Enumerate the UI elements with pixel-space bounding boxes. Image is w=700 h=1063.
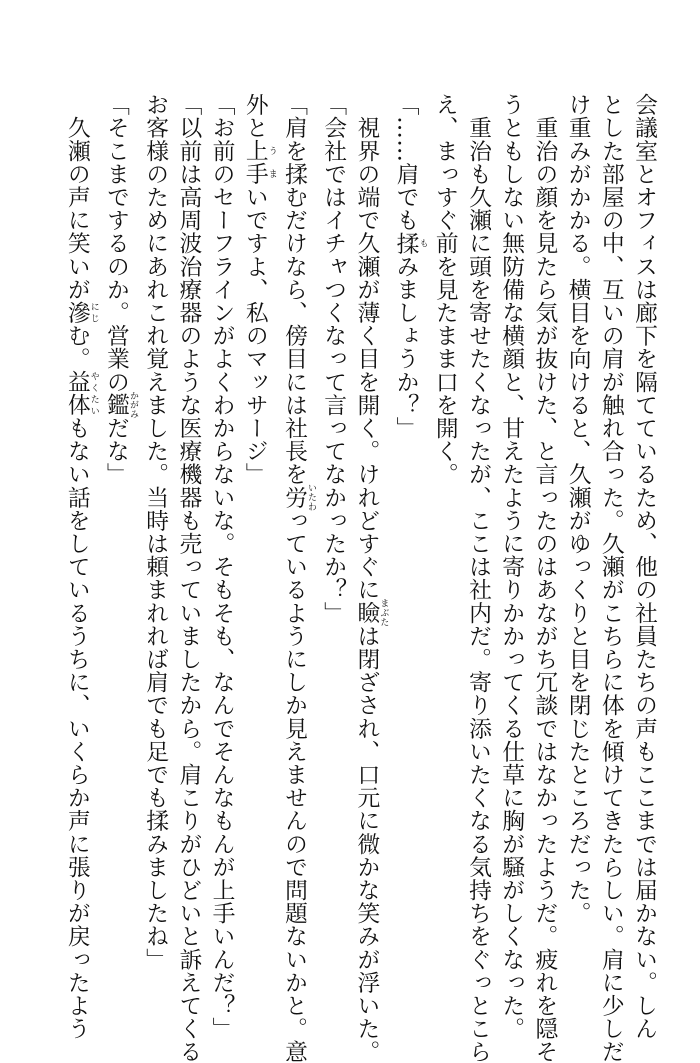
text-run: む。 (63, 324, 90, 371)
ruby-base: 揉 (392, 231, 419, 255)
text-line (349, 93, 389, 1063)
ruby-base: 上手 (241, 139, 268, 186)
ruby-annotated-word (63, 370, 99, 417)
text-line (560, 93, 593, 953)
text-run: うともしない無防備な横顔と、甘えたように寄りかかってくる仕草に胸が騒がしくなった。 (498, 93, 525, 1041)
text-line (238, 93, 277, 953)
text-run: 「会社ではイチャつくなって言ってなかったか？」 (320, 93, 347, 625)
furigana: にじ (88, 300, 99, 325)
ruby-annotated-word (353, 598, 389, 627)
ruby-base: 労 (280, 483, 307, 512)
text-line (594, 93, 627, 1063)
text-line (60, 93, 99, 1041)
text-run: 重治も久瀬に頭を寄せたくなったが、ここは社内だ。寄り添いたくなる気持ちをぐっとこら (464, 93, 491, 1063)
text-line (388, 93, 427, 953)
ruby-annotated-word (392, 231, 428, 255)
ruby-base: 滲 (63, 300, 90, 325)
text-run: は閉ざされ、口元に微かな笑みが浮いた。 (353, 624, 380, 1063)
text-run: みましょうか？」 (392, 254, 419, 440)
text-line (204, 93, 237, 1041)
text-run: お客様のためにあれこれ覚えました。当時は頼まれれば肩でも足でも揉みましたね」 (142, 93, 169, 971)
text-run: 会議室とオフィスは廊下を隔てているため、他の社員たちの声もここまでは届かない。しん (631, 93, 657, 1041)
text-run: け重みがかかる。横目を向けると、久瀬がゆっくりと目を閉じたところだった。 (564, 93, 591, 925)
text-line (277, 93, 316, 1063)
text-run: とした部屋の中、互いの肩が触れ合った。久瀬がこちらに体を傾けてきたらしい。肩に少しだ (597, 93, 624, 1063)
text-run: 久瀬の声に笑いが (63, 93, 90, 301)
text-run: え、まっすぐ前を見たまま口を開く。 (431, 93, 458, 486)
furigana: いたわ (305, 483, 316, 512)
text-run: 「そこまでするのか。営業の (102, 93, 129, 394)
ruby-base: 益体 (63, 370, 90, 417)
text-run: 視界の端で久瀬が薄く目を開く。けれどすぐに (353, 93, 380, 602)
furigana: も (417, 231, 428, 255)
ruby-base: 瞼 (353, 598, 380, 627)
furigana: まぶた (378, 598, 389, 627)
ruby-annotated-word (63, 300, 99, 325)
text-line (316, 93, 349, 953)
text-line (138, 93, 171, 971)
text-line (527, 93, 560, 1063)
text-line (627, 93, 660, 1041)
ruby-annotated-word (280, 483, 316, 512)
text-run: っているようにしか見えませんので問題ないかと。意 (280, 508, 307, 1063)
furigana: やくたい (88, 370, 99, 417)
ruby-base: 鑑 (102, 390, 129, 419)
vertical-text-body (60, 93, 660, 1063)
ruby-annotated-word (102, 390, 138, 419)
text-run: 外と (241, 93, 268, 140)
text-run: いですよ、私のマッサージ」 (241, 185, 268, 486)
ruby-annotated-word (241, 139, 277, 186)
text-run: 「……肩でも (392, 93, 419, 232)
text-run: だな」 (102, 416, 129, 486)
text-run: 「肩を揉むだけなら、傍目には社長を (280, 93, 307, 486)
furigana: うま (266, 139, 277, 186)
text-line (171, 93, 204, 1063)
text-run: もない話をしているうちに、いくらか声に張りが戻ったよう (63, 416, 90, 1041)
text-line (494, 93, 527, 1041)
text-run: 「お前のセーフラインがよくわからないな。そもそも、なんでそんなもんが上手いんだ？」 (208, 93, 235, 1041)
text-line (99, 93, 138, 953)
text-run: 「以前は高周波治療器のような医療機器も売っていましたから。肩こりがひどいと訴えてくる (175, 93, 202, 1063)
text-run: 重治の顔を見たら気が抜けた、と言ったのはあながち冗談ではなかったようだ。疲れを隠そ (531, 93, 558, 1063)
text-line (461, 93, 494, 1063)
furigana: かがみ (127, 390, 138, 419)
text-line (428, 93, 461, 953)
